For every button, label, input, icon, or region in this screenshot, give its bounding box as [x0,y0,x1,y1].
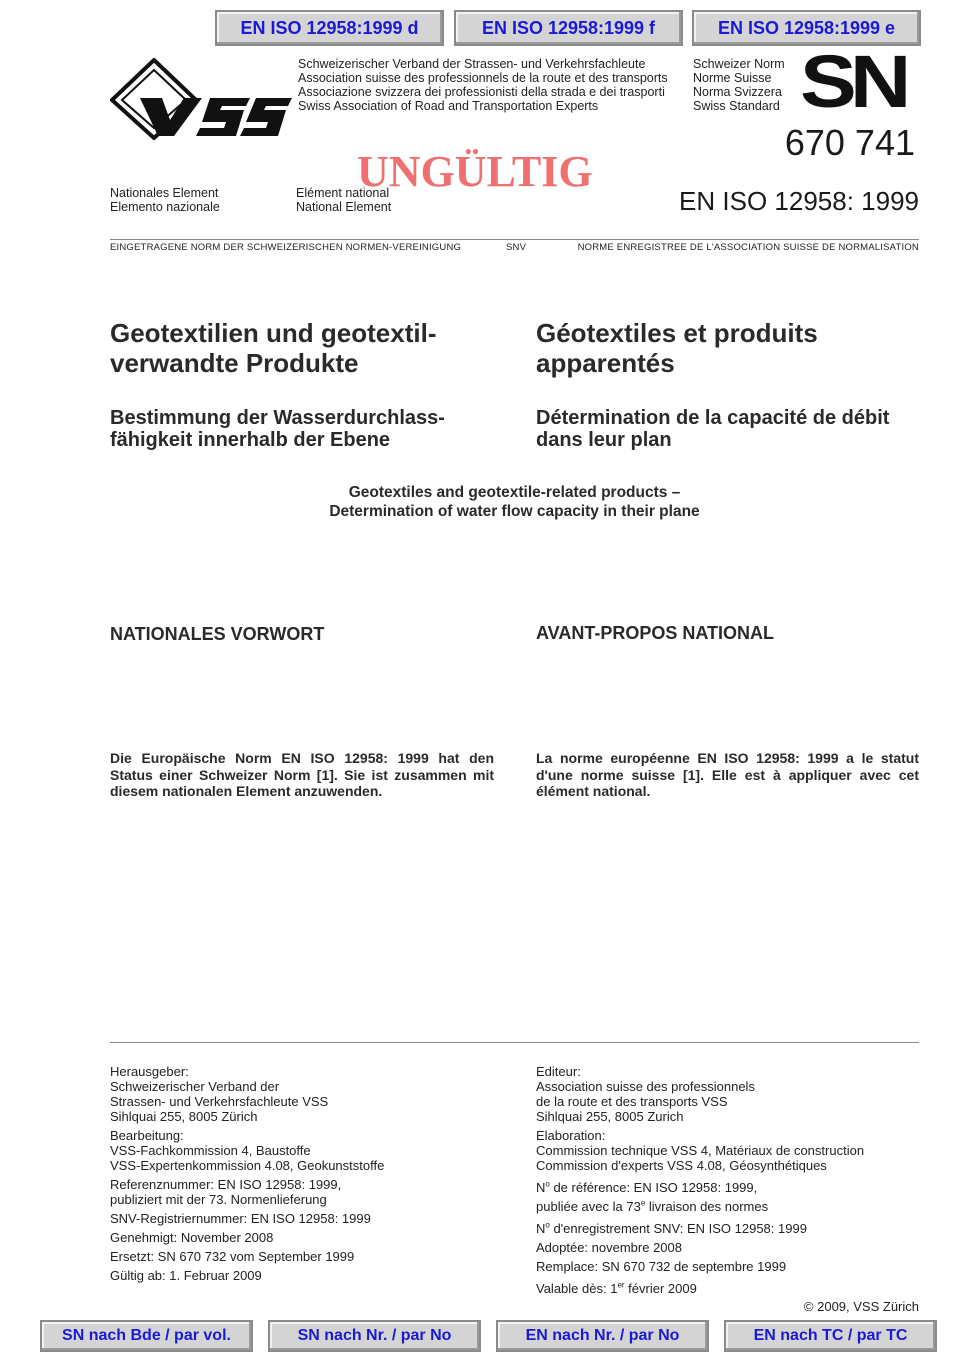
imprint-fr-reference-2: publiée avec la 73e livraison des normes [536,1198,769,1214]
foreword-heading-fr: AVANT-PROPOS NATIONAL [536,623,774,643]
association-en: Swiss Association of Road and Transportation Experts [298,99,599,113]
imprint-fr-approved: Adoptée: novembre 2008 [536,1239,682,1255]
imprint-de-publisher-1: Schweizerischer Verband der [110,1079,280,1094]
imprint-fr-replaces: Remplace: SN 670 732 de septembre 1999 [536,1258,787,1274]
nav-sn-by-number-button[interactable]: SN nach Nr. / par No [268,1320,481,1352]
title-fr-line1: Géotextiles et produits [536,318,818,348]
nav-en-by-tc-button[interactable]: EN nach TC / par TC [724,1320,937,1352]
title-en-line1: Geotextiles and geotextile-related products – [348,484,681,501]
en-reference: EN ISO 12958: 1999 [679,186,919,216]
imprint-fr-valid: Valable dès: 1er février 2009 [536,1280,697,1297]
title-de-line1: Geotextilien und geotextil- [110,318,437,348]
imprint-fr-publisher-3: Sihlquai 255, 8005 Zurich [536,1109,684,1124]
imprint-de-publisher-label: Herausgeber: [110,1064,189,1079]
imprint-de [110,1064,510,1287]
imprint-de-replaces: Ersetzt: SN 670 732 vom September 1999 [110,1249,355,1264]
copyright: © 2009, VSS Zürich [803,1299,919,1314]
imprint-fr-reference-1: $N^o$ de référence: EN ISO 12958: 1999, [536,1180,758,1196]
imprint-de-publisher-2: Strassen- und Verkehrsfachleute VSS [110,1094,329,1109]
imprint-de-editing-1: VSS-Fachkommission 4, Baustoffe [110,1143,311,1158]
registry-fr: NORME ENREGISTREE DE L'ASSOCIATION SUISSE DE NORMALISATION [577,242,919,253]
registry-snv: SNV [506,242,527,253]
imprint-fr-snv: $N^o$ d'enregistrement SNV: EN ISO 12958: 1999 [536,1220,807,1236]
norm-type-it: Norma Svizzera [693,85,782,99]
imprint-fr [536,1064,936,1300]
imprint-de-valid: Gültig ab: 1. Februar 2009 [110,1268,262,1283]
element-label-en: National Element [296,200,392,214]
association-it: Associazione svizzera dei professionisti della strada e dei trasporti [298,85,665,99]
sn-logo: SN [800,40,905,123]
imprint-fr-publisher-1: Association suisse des professionnels [536,1079,755,1094]
imprint-de-publisher-3: Sihlquai 255, 8005 Zürich [110,1109,258,1124]
element-label-de: Nationales Element [110,186,219,200]
imprint-de-snv: SNV-Registriernummer: EN ISO 12958: 1999 [110,1211,371,1226]
imprint-fr-publisher-2: de la route et des transports VSS [536,1094,728,1109]
imprint-fr-editing-label: Elaboration: [536,1128,606,1143]
norm-type-de: Schweizer Norm [693,57,785,71]
imprint-fr-publisher-label: Editeur: [536,1064,581,1079]
foreword-heading-de: NATIONALES VORWORT [110,624,325,644]
imprint-fr-editing-1: Commission technique VSS 4, Matériaux de construction [536,1143,865,1158]
imprint-de-reference-2: publiziert mit der 73. Normenlieferung [110,1192,327,1207]
subtitle-fr-line1: Détermination de la capacité de débit [536,407,890,429]
nav-en-by-number-button[interactable]: EN nach Nr. / par No [496,1320,709,1352]
title-fr-line2: apparentés [536,348,675,378]
imprint-fr-editing-2: Commission d'experts VSS 4.08, Géosynthétiques [536,1158,827,1173]
association-fr: Association suisse des professionnels de la route et des transports [298,71,668,85]
norm-type-fr: Norme Suisse [693,71,772,85]
subtitle-de-line1: Bestimmung der Wasserdurchlass- [110,407,445,429]
nav-en-f-button[interactable]: EN ISO 12958:1999 f [454,10,683,46]
imprint-de-editing-2: VSS-Expertenkommission 4.08, Geokunststoffe [110,1158,385,1173]
title-en-line2: Determination of water flow capacity in their plane [329,503,700,520]
norm-type-en: Swiss Standard [693,99,780,113]
imprint-de-editing-label: Bearbeitung: [110,1128,184,1143]
foreword-text-fr: La norme européenne EN ISO 12958: 1999 a le statut d'une norme suisse [1]. Elle est à appliquer avec cet élément national. [536,750,919,799]
foreword-text-de: Die Europäische Norm EN ISO 12958: 1999 hat den Status einer Schweizer Norm [1]. Sie ist zusammen mit diesem nationalen Element anzuwenden. [110,750,494,799]
nav-en-e-button[interactable]: EN ISO 12958:1999 e [692,10,921,46]
association-de: Schweizerischer Verband der Strassen- und Verkehrsfachleute [298,57,646,71]
nav-en-d-button[interactable]: EN ISO 12958:1999 d [215,10,444,46]
element-label-fr: Elément national [296,186,390,200]
vss-logo [110,58,292,140]
imprint-de-approved: Genehmigt: November 2008 [110,1230,274,1245]
title-de-line2: verwandte Produkte [110,348,359,378]
element-label-it: Elemento nazionale [110,200,220,214]
subtitle-de-line2: fähigkeit innerhalb der Ebene [110,429,391,451]
imprint-de-reference-1: Referenznummer: EN ISO 12958: 1999, [110,1177,342,1192]
subtitle-fr-line2: dans leur plan [536,429,672,451]
invalid-watermark: UNGÜLTIG [357,147,593,196]
registry-de: EINGETRAGENE NORM DER SCHWEIZERISCHEN NORMEN-VEREINIGUNG [110,242,462,253]
nav-sn-by-volume-button[interactable]: SN nach Bde / par vol. [40,1320,253,1352]
norm-number: 670 741 [784,122,915,163]
